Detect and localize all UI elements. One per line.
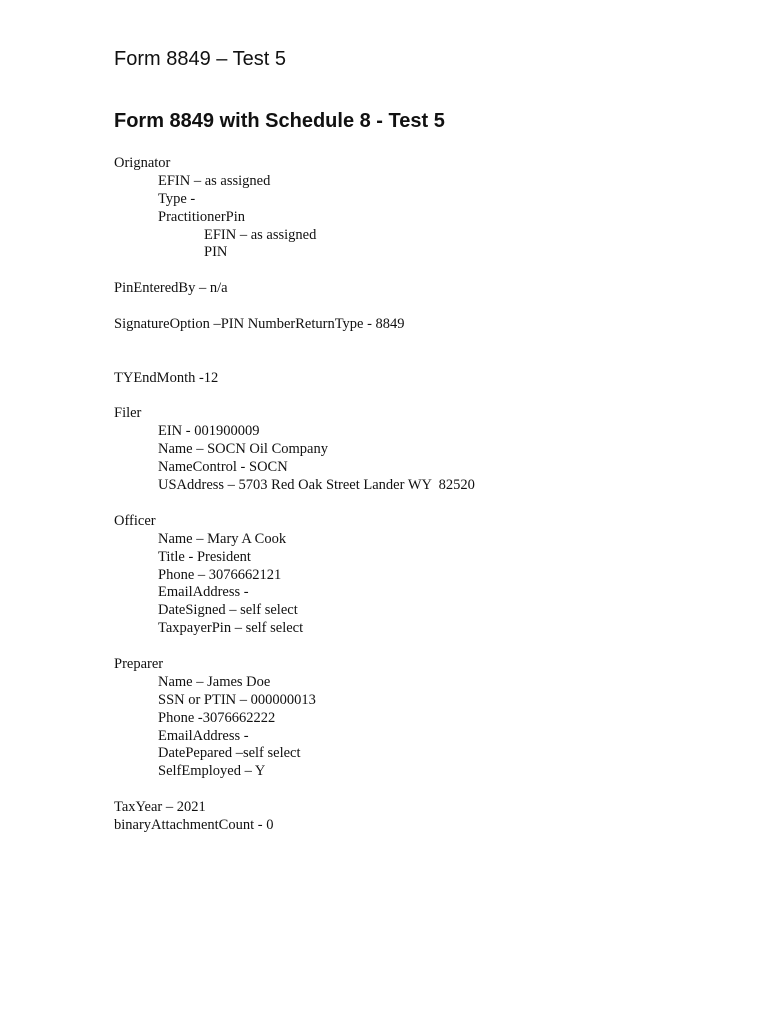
document-body	[114, 155, 475, 835]
filer-name-control: NameControl - SOCN	[158, 459, 288, 476]
practitioner-pin-pin: PIN	[204, 244, 228, 261]
preparer-label: Preparer	[114, 655, 164, 672]
filer-label: Filer	[114, 405, 142, 422]
officer-taxpayer-pin: TaxpayerPin – self select	[158, 620, 304, 637]
preparer-name: Name – James Doe	[158, 673, 271, 690]
originator-efin: EFIN – as assigned	[158, 172, 271, 189]
officer-title: Title - President	[158, 548, 251, 565]
binary-attachment-count: binaryAttachmentCount - 0	[114, 816, 274, 833]
originator-section	[114, 155, 475, 262]
filer-name: Name – SOCN Oil Company	[158, 441, 328, 458]
officer-name: Name – Mary A Cook	[158, 530, 287, 547]
officer-date-signed: DateSigned – self select	[158, 602, 298, 619]
page-header-title: Form 8849 – Test 5	[114, 48, 286, 70]
preparer-ssn-ptin: SSN or PTIN – 000000013	[158, 691, 316, 708]
preparer-phone: Phone -3076662222	[158, 709, 276, 726]
practitioner-pin-efin: EFIN – as assigned	[204, 226, 317, 243]
officer-phone: Phone – 3076662121	[158, 566, 282, 583]
filer-section	[114, 405, 475, 494]
pin-entered-by: PinEnteredBy – n/a	[114, 280, 228, 297]
preparer-section	[114, 656, 475, 781]
originator-label: Orignator	[114, 155, 171, 171]
officer-label: Officer	[114, 512, 156, 529]
preparer-date-prepared: DatePepared –self select	[158, 745, 301, 762]
tax-year: TaxYear – 2021	[114, 799, 206, 816]
ty-end-month: TYEndMonth -12	[114, 369, 219, 386]
preparer-self-employed: SelfEmployed – Y	[158, 763, 266, 780]
preparer-email: EmailAddress -	[158, 727, 249, 744]
filer-us-address: USAddress – 5703 Red Oak Street Lander WY 82520	[158, 477, 475, 494]
officer-section	[114, 513, 475, 638]
document-heading: Form 8849 with Schedule 8 - Test 5	[114, 110, 445, 132]
signature-option: SignatureOption –PIN NumberReturnType - 8849	[114, 316, 405, 333]
officer-email: EmailAddress -	[158, 584, 249, 601]
filer-ein: EIN - 001900009	[158, 423, 260, 440]
originator-type: Type -	[158, 190, 196, 207]
practitioner-pin-label: PractitionerPin	[158, 208, 245, 225]
